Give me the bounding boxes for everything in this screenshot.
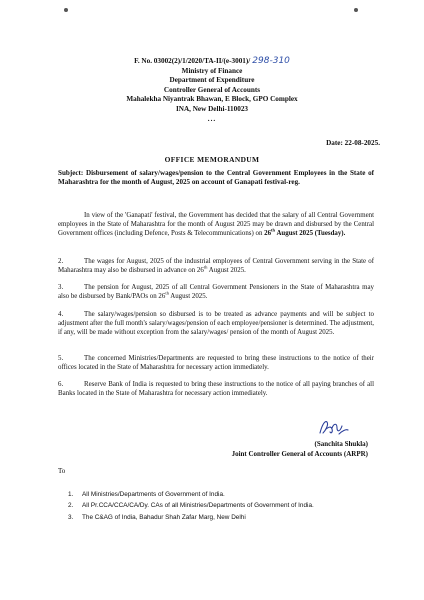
office-name: Controller General of Accounts: [163, 85, 261, 94]
list-item: 2. All Pr.CCA/CCA/CA/Dy. CAs of all Ministries/Departments of Government of India.: [68, 502, 314, 510]
ministry-name: Ministry of Finance: [181, 66, 243, 75]
list-item: 1. All Ministries/Departments of Government of India.: [68, 491, 225, 498]
file-number: F. No. 03002(2)/1/2020/TA-II/(e-3001)/ 298-310: [134, 56, 290, 66]
to-label: To: [58, 467, 66, 475]
letterhead: [0, 57, 424, 124]
memo-title: OFFICE MEMORANDUM: [164, 155, 260, 164]
recipient-list: [68, 489, 388, 523]
paragraph-4: 4. The salary/wages/pension so disbursed is to be treated as advance payments and will be subject to adjustment after the full month's salary/wages/pension of each employee/pensioner is determined. The adjustment, if any, will be made without exception from the salary/wages/ pension of the month of August 2025.: [58, 311, 374, 336]
signatory-block: [232, 440, 368, 459]
paragraph-6: 6. Reserve Bank of India is requested to bring these instructions to the notice of all paying branches of all Banks located in the State of Maharashtra for necessary action immediately.: [58, 381, 374, 397]
department-name: Department of Expenditure: [169, 76, 255, 85]
memo-date: Date: 22-08-2025.: [326, 139, 380, 147]
paragraph-5: 5. The concerned Ministries/Departments are requested to bring these instructions to the notice of their offices located in the State of Maharashtra for necessary action immediately.: [58, 355, 374, 371]
signatory-name: (Sanchita Shukla): [314, 440, 368, 448]
paragraph-2: 2. The wages for August, 2025 of the industrial employees of Central Government serving in the State of Maharashtra may also be disbursed in advance on 26th August 2025.: [58, 258, 374, 274]
paragraph-3: 3. The pension for August, 2025 of all Central Government Pensioners in the State of Maharashtra may also be disbursed by Bank/PAOs on 26th August 2025.: [58, 284, 374, 300]
handwritten-signature: [316, 417, 350, 439]
list-item: 3. The C&AG of India, Bahadur Shah Zafar Marg, New Delhi: [68, 513, 246, 521]
memo-subject: Subject: Disbursement of salary/wages/pension to the Central Government Employees in the State of Maharashtra for the month of August, 2025 on account of Ganapati festival-reg.: [58, 169, 374, 186]
header-separator: ...: [207, 114, 217, 123]
handwritten-dispatch-number: 298-310: [252, 56, 290, 66]
payment-date: 26th August 2025 (Tuesday).: [264, 227, 346, 237]
paragraph-1: In view of the 'Ganapati' festival, the Government has decided that the salary of all Central Government employees in the State of Maharashtra for the month of August 2025 may be drawn and disbursed by the Central Government offices (including Defence, Posts & Telecommunications) on 26th August 2025 (Tuesday).: [58, 212, 374, 237]
address-line-2: INA, New Delhi-110023: [175, 104, 249, 113]
punch-hole-mark-left: [64, 8, 68, 12]
punch-hole-mark-right: [354, 8, 358, 12]
address-line-1: Mahalekha Niyantrak Bhawan, E Block, GPO Complex: [126, 95, 298, 104]
signatory-designation: Joint Controller General of Accounts (ARPR): [231, 449, 368, 458]
